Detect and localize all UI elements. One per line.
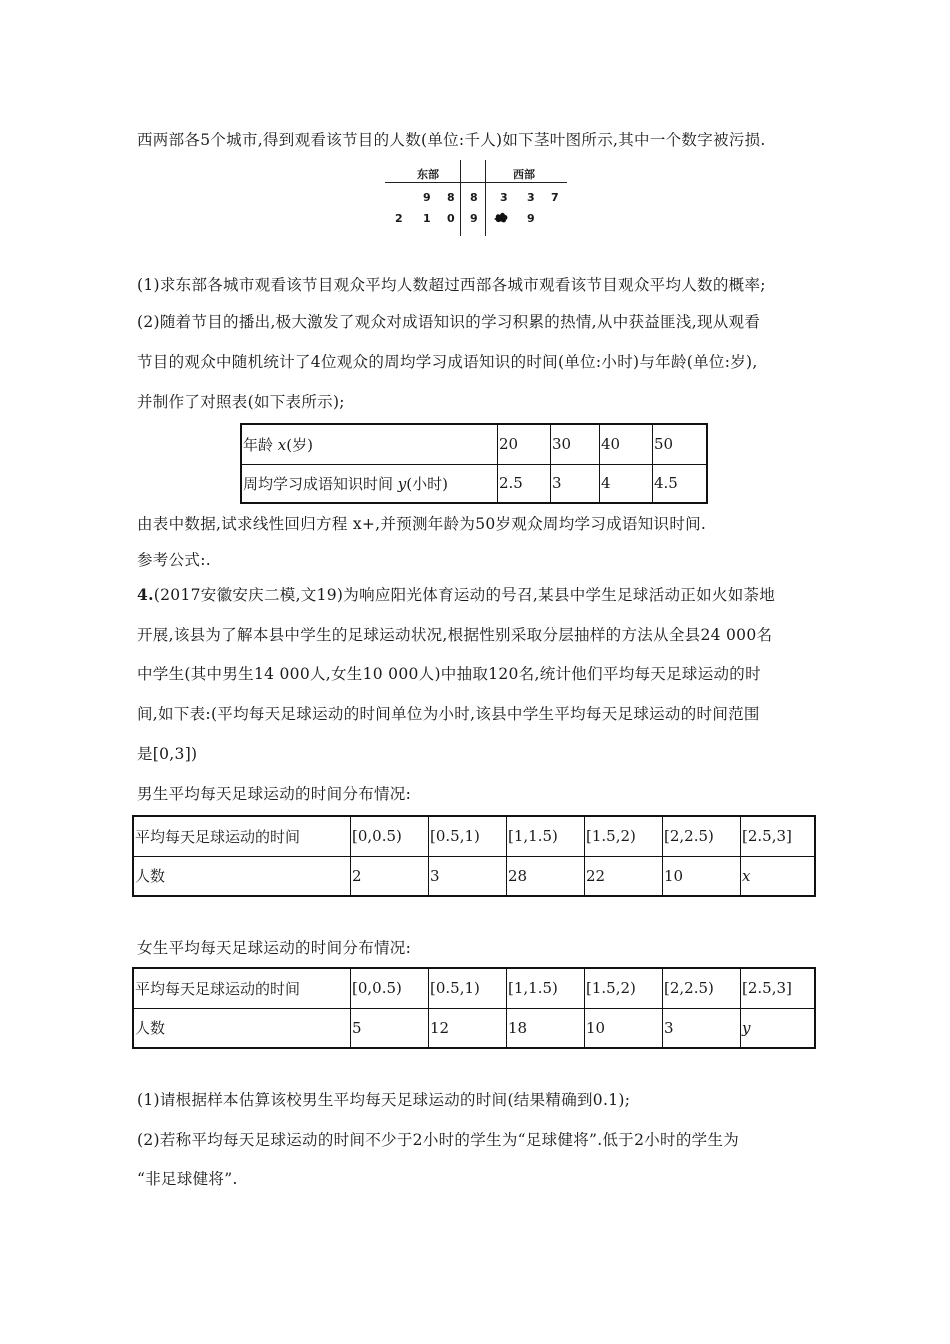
header-label-cell: 平均每天足球运动的时间 bbox=[133, 816, 351, 856]
interval-cell: [1.5,2) bbox=[585, 816, 663, 856]
q3-part2-line3: 并制作了对照表(如下表所示); bbox=[137, 393, 345, 411]
age-label-cell: 年龄 x(岁) bbox=[241, 424, 498, 464]
time-row bbox=[241, 464, 707, 503]
count-cell: 22 bbox=[585, 856, 663, 896]
interval-cell: [2.5,3] bbox=[741, 968, 816, 1008]
q4-line3: 中学生(其中男生14 000人,女生10 000人)中抽取120名,统计他们平均每天足球运动的时 bbox=[137, 665, 761, 683]
count-cell: 10 bbox=[663, 856, 741, 896]
q4-part1: (1)请根据样本估算该校男生平均每天足球运动的时间(结果精确到0.1); bbox=[137, 1091, 631, 1109]
boys-table-title: 男生平均每天足球运动的时间分布情况: bbox=[137, 785, 412, 803]
stem-leaf-hline bbox=[385, 182, 567, 183]
q4-part2-line1: (2)若称平均每天足球运动的时间不少于2小时的学生为“足球健将”.低于2小时的学生为 bbox=[137, 1131, 740, 1149]
stem-leaf-plot bbox=[385, 158, 567, 238]
girls-time-table bbox=[132, 967, 816, 1049]
time-value: 2.5 bbox=[498, 464, 551, 503]
count-label-cell: 人数 bbox=[133, 1008, 351, 1048]
stem-leaf-vline-right bbox=[485, 160, 486, 236]
time-value: 3 bbox=[551, 464, 600, 503]
interval-cell: [2.5,3] bbox=[741, 816, 816, 856]
leaf-east-r2-2: 1 bbox=[423, 212, 431, 225]
intro-text: 西两部各5个城市,得到观看该节目的人数(单位:千人)如下茎叶图所示,其中一个数字被污损. bbox=[137, 131, 766, 149]
q4-line2: 开展,该县为了解本县中学生的足球运动状况,根据性别采取分层抽样的方法从全县24 000名 bbox=[137, 626, 773, 644]
stem-r2: 9 bbox=[470, 212, 478, 225]
girls-header-row bbox=[133, 968, 815, 1008]
age-value: 20 bbox=[498, 424, 551, 464]
count-cell: 5 bbox=[351, 1008, 429, 1048]
age-time-table bbox=[240, 423, 708, 504]
q4-line1: 4.(2017安徽安庆二模,文19)为响应阳光体育运动的号召,某县中学生足球活动正如火如荼地 bbox=[137, 585, 776, 604]
girls-table-title: 女生平均每天足球运动的时间分布情况: bbox=[137, 939, 412, 957]
q4-line5: 是[0,3]) bbox=[137, 745, 198, 763]
count-cell-unknown-y: y bbox=[741, 1008, 816, 1048]
time-label-cell: 周均学习成语知识时间 y(小时) bbox=[241, 464, 498, 503]
interval-cell: [1.5,2) bbox=[585, 968, 663, 1008]
q4-number: 4. bbox=[137, 585, 154, 604]
count-cell: 3 bbox=[663, 1008, 741, 1048]
leaf-east-r2-1: 2 bbox=[395, 212, 403, 225]
count-cell: 28 bbox=[507, 856, 585, 896]
leaf-west-r2-1: 9 bbox=[527, 212, 535, 225]
time-value: 4.5 bbox=[653, 464, 708, 503]
girls-count-row bbox=[133, 1008, 815, 1048]
header-label-cell: 平均每天足球运动的时间 bbox=[133, 968, 351, 1008]
count-cell: 18 bbox=[507, 1008, 585, 1048]
age-row bbox=[241, 424, 707, 464]
boys-header-row bbox=[133, 816, 815, 856]
count-cell: 2 bbox=[351, 856, 429, 896]
interval-cell: [1,1.5) bbox=[507, 816, 585, 856]
age-value: 50 bbox=[653, 424, 708, 464]
east-header: 东部 bbox=[417, 168, 439, 181]
leaf-east-r1-1: 9 bbox=[423, 191, 431, 204]
age-value: 40 bbox=[600, 424, 653, 464]
count-cell: 3 bbox=[429, 856, 507, 896]
q4-part2-line2: “非足球健将”. bbox=[137, 1170, 238, 1188]
ink-blot-icon bbox=[494, 211, 508, 224]
boys-count-row bbox=[133, 856, 815, 896]
leaf-east-r1-2: 8 bbox=[447, 191, 455, 204]
interval-cell: [0,0.5) bbox=[351, 968, 429, 1008]
leaf-west-r1-2: 3 bbox=[527, 191, 535, 204]
interval-cell: [0.5,1) bbox=[429, 816, 507, 856]
interval-cell: [2,2.5) bbox=[663, 816, 741, 856]
q3-part2-line1: (2)随着节目的播出,极大激发了观众对成语知识的学习积累的热情,从中获益匪浅,现从观看 bbox=[137, 313, 761, 331]
boys-time-table bbox=[132, 815, 816, 897]
interval-cell: [2,2.5) bbox=[663, 968, 741, 1008]
regression-instruction: 由表中数据,试求线性回归方程 x+,并预测年龄为50岁观众周均学习成语知识时间. bbox=[137, 515, 707, 533]
interval-cell: [0,0.5) bbox=[351, 816, 429, 856]
west-header: 西部 bbox=[513, 168, 535, 181]
age-value: 30 bbox=[551, 424, 600, 464]
smudge-blot bbox=[494, 211, 508, 227]
count-cell: 10 bbox=[585, 1008, 663, 1048]
time-value: 4 bbox=[600, 464, 653, 503]
leaf-west-r1-3: 7 bbox=[551, 191, 559, 204]
stem-r1: 8 bbox=[470, 191, 478, 204]
q3-part2-line2: 节目的观众中随机统计了4位观众的周均学习成语知识的时间(单位:小时)与年龄(单位:岁), bbox=[137, 353, 758, 371]
interval-cell: [1,1.5) bbox=[507, 968, 585, 1008]
q4-line4: 间,如下表:(平均每天足球运动的时间单位为小时,该县中学生平均每天足球运动的时间范围 bbox=[137, 705, 760, 723]
interval-cell: [0.5,1) bbox=[429, 968, 507, 1008]
leaf-west-r1-1: 3 bbox=[500, 191, 508, 204]
count-label-cell: 人数 bbox=[133, 856, 351, 896]
formula-label: 参考公式:. bbox=[137, 551, 211, 569]
count-cell: 12 bbox=[429, 1008, 507, 1048]
leaf-east-r2-3: 0 bbox=[447, 212, 455, 225]
count-cell-unknown-x: x bbox=[741, 856, 816, 896]
q3-part1: (1)求东部各城市观看该节目观众平均人数超过西部各城市观看该节目观众平均人数的概率; bbox=[137, 276, 766, 294]
stem-leaf-vline-left bbox=[460, 160, 461, 236]
